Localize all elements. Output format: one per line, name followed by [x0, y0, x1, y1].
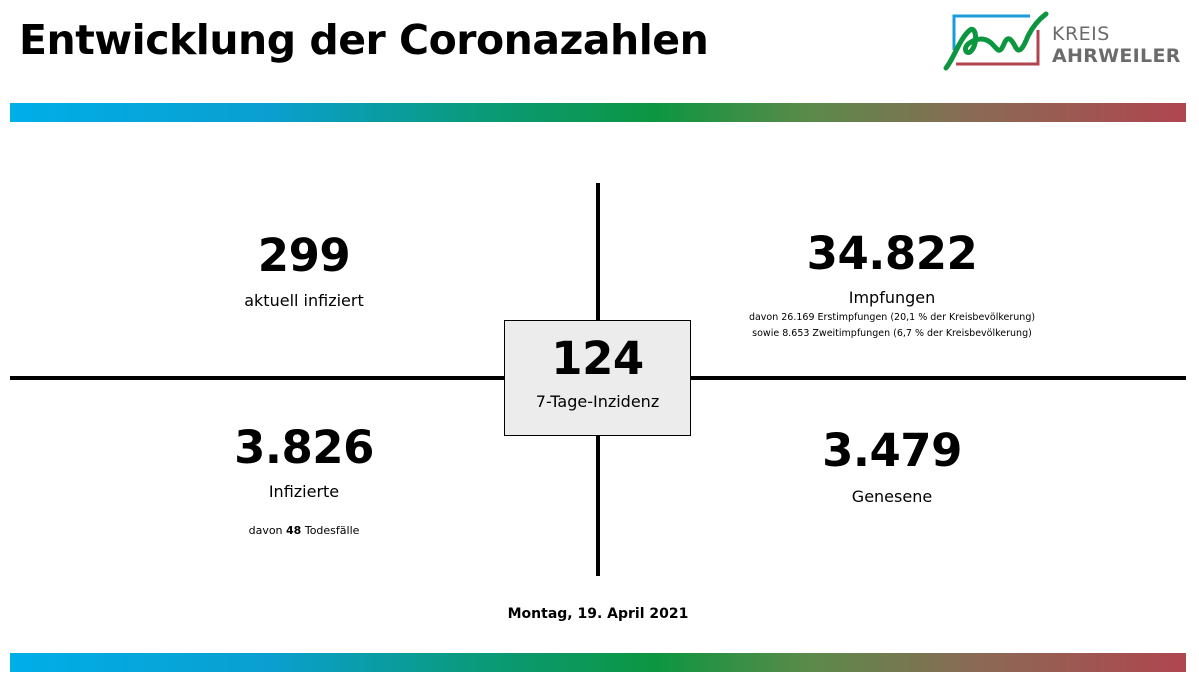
recovered-value: 3.479: [822, 424, 962, 477]
current-infected-label: aktuell infiziert: [244, 291, 364, 310]
incidence-value: 124: [551, 332, 644, 385]
total-infected-value: 3.826: [234, 421, 374, 474]
logo-text-kreis: KREIS: [1052, 23, 1110, 45]
second-vaccinations-detail: sowie 8.653 Zweitimpfungen (6,7 % der Kreisbevölkerung): [752, 328, 1032, 339]
total-infected-label: Infizierte: [268, 482, 340, 501]
deaths-count: 48: [286, 524, 302, 537]
vaccinations-label: Impfungen: [848, 288, 936, 307]
report-date: Montag, 19. April 2021: [507, 606, 689, 622]
incidence-box: [504, 320, 691, 436]
kreis-ahrweiler-logo-icon: [942, 10, 1052, 74]
top-gradient-bar: [10, 103, 1186, 122]
recovered-label: Genesene: [851, 487, 933, 506]
kreis-ahrweiler-logo: [942, 10, 1182, 74]
page-title: Entwicklung der Coronazahlen: [19, 16, 709, 64]
bottom-gradient-bar: [10, 653, 1186, 672]
vaccinations-value: 34.822: [806, 227, 978, 280]
incidence-label: 7-Tage-Inzidenz: [535, 392, 660, 411]
deaths-prefix: davon: [248, 524, 287, 537]
deaths-suffix: Todesfälle: [301, 524, 360, 537]
current-infected-value: 299: [257, 229, 351, 282]
first-vaccinations-detail: davon 26.169 Erstimpfungen (20,1 % der Kreisbevölkerung): [748, 312, 1036, 323]
deaths-detail: [154, 523, 454, 539]
logo-text-ahrweiler: AHRWEILER: [1052, 45, 1181, 67]
